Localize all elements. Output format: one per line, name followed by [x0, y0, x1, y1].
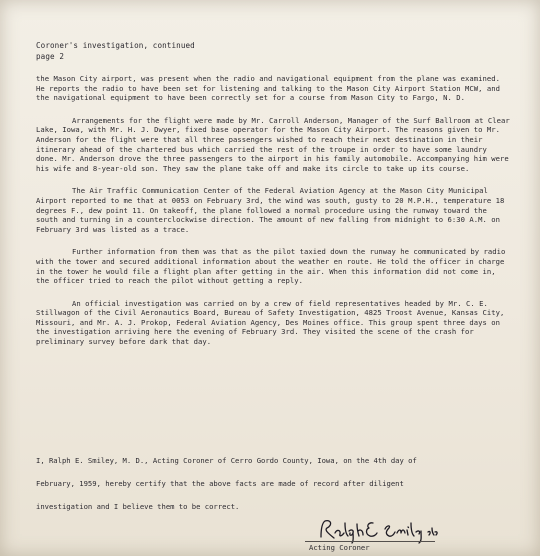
signature-line	[305, 541, 435, 542]
header-title: Coroner's investigation, continued	[36, 41, 195, 50]
paragraph-flight-arrangements: Arrangements for the flight were made by Mr. Carroll Anderson, Manager of the Surf Ballroom at Clear Lake, Iowa, with Mr. H. J. Dwyer, fixed base operator for the Mason City Airport. The reasons given to Mr. Anderson for the flight were that all three passengers wished to reach their next destination in their itinerary ahead of the chartered bus which carried the rest of the troupe in order to have some laundry done. Mr. Anderson drove the three passengers to the airport in his family automobile. Accompanying him were his wife and 8-year-old son. They saw the plane take off and make its circle to take up its course.	[36, 115, 510, 173]
paragraph-official-investigation: An official investigation was carried on by a crew of field representatives headed by Mr. C. E. Stillwagon of the Civil Aeronautics Board, Bureau of Safety Investigation, 4825 Troost Avenue, Kansas City, Missouri, and Mr. A. J. Prokop, Federal Aviation Agency, Des Moines office. This group spent three days on the investigation arriving here the evening of February 3rd. They visited the scene of the crash for preliminary survey before dark that day.	[36, 298, 505, 347]
certification-line-2: February, 1959, hereby certify that the above facts are made of record after diligent	[36, 479, 404, 488]
paragraph-weather-report: The Air Traffic Communication Center of the Federal Aviation Agency at the Mason City Municipal Airport reported to me that at 0053 on February 3rd, the wind was south, gusty to 20 M.P.H., temperature 18 degrees F., dew point 11. On takeoff, the plane followed a normal procedure using the runway toward the south and turning in a counterclockwise direction. The amount of new falling from midnight to 6:30 A.M. on February 3rd was listed as a trace.	[36, 186, 505, 234]
document-body	[36, 74, 510, 360]
paragraph-radio-equipment: the Mason City airport, was present when the radio and navigational equipment from the plane was examined. He reports the radio to have been set for listening and talking to the Mason City Airport Station MCW, and the navigational equipment to have been correctly set for a course from Mason City to Fargo, N. D.	[36, 74, 500, 103]
certification-block	[36, 455, 516, 524]
certification-line-1: I, Ralph E. Smiley, M. D., Acting Coroner of Cerro Gordo County, Iowa, on the 4th day of	[36, 456, 417, 465]
certification-line-3: investigation and I believe them to be correct.	[36, 502, 240, 511]
signature-title: Acting Coroner	[309, 543, 370, 552]
paragraph-tower-communication: Further information from them was that as the pilot taxied down the runway he communicated by radio with the tower and secured additional information about the weather en route. He told the officer in charge in the tower he would file a flight plan after getting in the air. When this information did not come in, the officer tried to reach the pilot without getting a reply.	[36, 247, 506, 286]
signature-block	[305, 515, 455, 555]
header-page-number: page 2	[36, 52, 65, 61]
document-header	[36, 40, 195, 62]
